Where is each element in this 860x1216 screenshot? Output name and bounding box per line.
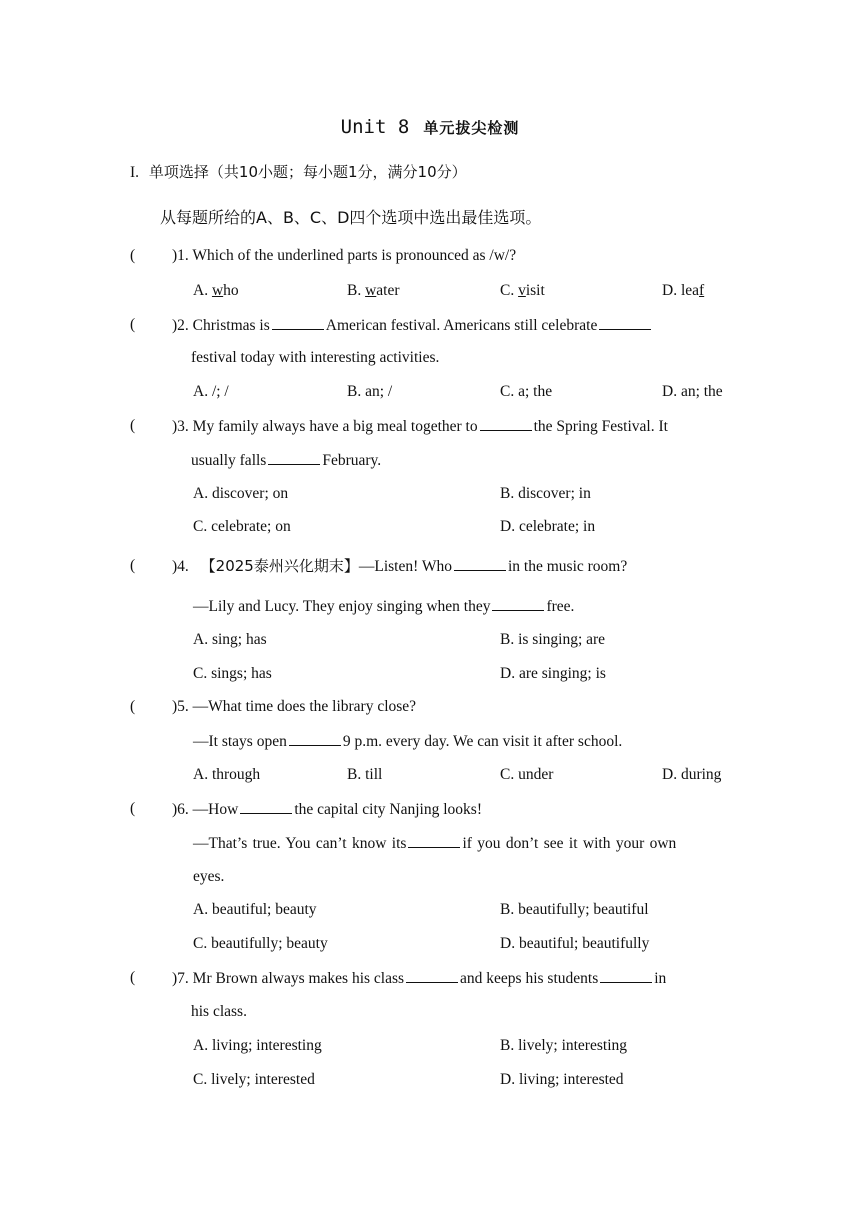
question-5-stem: )5. —What time does the library close? xyxy=(172,698,417,715)
option-c: C. celebrate; on xyxy=(193,518,291,535)
question-number: )1. xyxy=(172,247,189,264)
option-b: B. beautifully; beautiful xyxy=(500,901,649,918)
option-a: A. living; interesting xyxy=(193,1037,322,1054)
option-c: C. under xyxy=(500,766,554,783)
option-b: B. an; / xyxy=(347,383,393,400)
section-label: I. xyxy=(130,164,140,181)
option-d: D. celebrate; in xyxy=(500,518,596,535)
question-number: )6. xyxy=(172,801,189,818)
option-c: C. visit xyxy=(500,282,545,299)
option-c: C. a; the xyxy=(500,383,553,400)
question-2-stem-cont: festival today with interesting activities. xyxy=(191,349,440,366)
answer-paren: ( xyxy=(130,557,136,574)
option-b: B. discover; in xyxy=(500,485,591,502)
answer-blank xyxy=(289,731,341,746)
question-number: )3. xyxy=(172,418,189,435)
option-d: D. leaf xyxy=(662,282,705,299)
question-7-stem: )7. Mr Brown always makes his class and keeps his students in xyxy=(172,970,667,987)
answer-paren: ( xyxy=(130,698,136,715)
question-6-stem-cont2: eyes. xyxy=(193,868,225,885)
question-number: )4. xyxy=(172,558,189,575)
question-3-stem-cont: usually falls February. xyxy=(191,452,382,469)
question-number: )7. xyxy=(172,970,189,987)
answer-paren: ( xyxy=(130,800,136,817)
option-a: A. discover; on xyxy=(193,485,289,502)
option-d: D. during xyxy=(662,766,722,783)
answer-blank xyxy=(480,416,532,431)
answer-blank xyxy=(454,556,506,571)
answer-blank xyxy=(406,968,458,983)
section-title: 单项选择（共10小题；每小题1分，满分10分） xyxy=(148,163,467,181)
answer-blank xyxy=(492,596,544,611)
option-c: C. beautifully; beauty xyxy=(193,935,328,952)
option-b: B. lively; interesting xyxy=(500,1037,627,1054)
option-b: B. is singing; are xyxy=(500,631,606,648)
option-a: A. sing; has xyxy=(193,631,267,648)
option-c: C. sings; has xyxy=(193,665,272,682)
question-1-stem xyxy=(172,246,516,266)
answer-blank xyxy=(240,799,292,814)
option-a: A. beautiful; beauty xyxy=(193,901,317,918)
question-source: 【2025泰州兴化期末】 xyxy=(200,557,359,575)
answer-blank xyxy=(268,450,320,465)
option-d: D. beautiful; beautifully xyxy=(500,935,650,952)
unit-subtitle: 单元拔尖检测 xyxy=(423,119,520,137)
question-6-stem-cont: —That’s true. You can’t know its if you don’t see it with your own xyxy=(193,835,677,852)
page-title xyxy=(0,116,860,139)
question-5-stem-cont: —It stays open 9 p.m. every day. We can visit it after school. xyxy=(193,733,623,750)
question-number: )5. xyxy=(172,698,189,715)
option-d: D. are singing; is xyxy=(500,665,606,682)
section-instruction: 从每题所给的A、B、C、D四个选项中选出最佳选项。 xyxy=(160,208,542,227)
option-b: B. till xyxy=(347,766,383,783)
question-6-stem: )6. —How the capital city Nanjing looks! xyxy=(172,801,482,818)
question-4-stem-cont: —Lily and Lucy. They enjoy singing when they free. xyxy=(193,598,575,615)
option-a: A. through xyxy=(193,766,261,783)
question-7-stem-cont: his class. xyxy=(191,1003,247,1020)
question-text: Which of the underlined parts is pronounced as /w/? xyxy=(192,247,517,264)
option-b: B. water xyxy=(347,282,400,299)
answer-paren: ( xyxy=(130,417,136,434)
option-d: D. living; interested xyxy=(500,1071,624,1088)
answer-blank xyxy=(272,315,324,330)
question-2-stem: )2. Christmas is American festival. Americans still celebrate xyxy=(172,315,653,336)
question-number: )2. xyxy=(172,317,189,334)
answer-blank xyxy=(600,968,652,983)
option-a: A. /; / xyxy=(193,383,229,400)
unit-title: Unit 8 xyxy=(340,116,410,138)
question-3-stem: )3. My family always have a big meal together to the Spring Festival. It xyxy=(172,418,668,435)
answer-blank xyxy=(408,833,460,848)
section-heading xyxy=(130,162,467,183)
option-a: A. who xyxy=(193,282,239,299)
answer-blank xyxy=(599,315,651,330)
option-c: C. lively; interested xyxy=(193,1071,315,1088)
answer-paren: ( xyxy=(130,969,136,986)
answer-paren: ( xyxy=(130,247,136,264)
answer-paren: ( xyxy=(130,316,136,333)
option-d: D. an; the xyxy=(662,383,723,400)
question-4-stem: )4. 【2025泰州兴化期末】—Listen! Who in the music room? xyxy=(172,557,628,575)
